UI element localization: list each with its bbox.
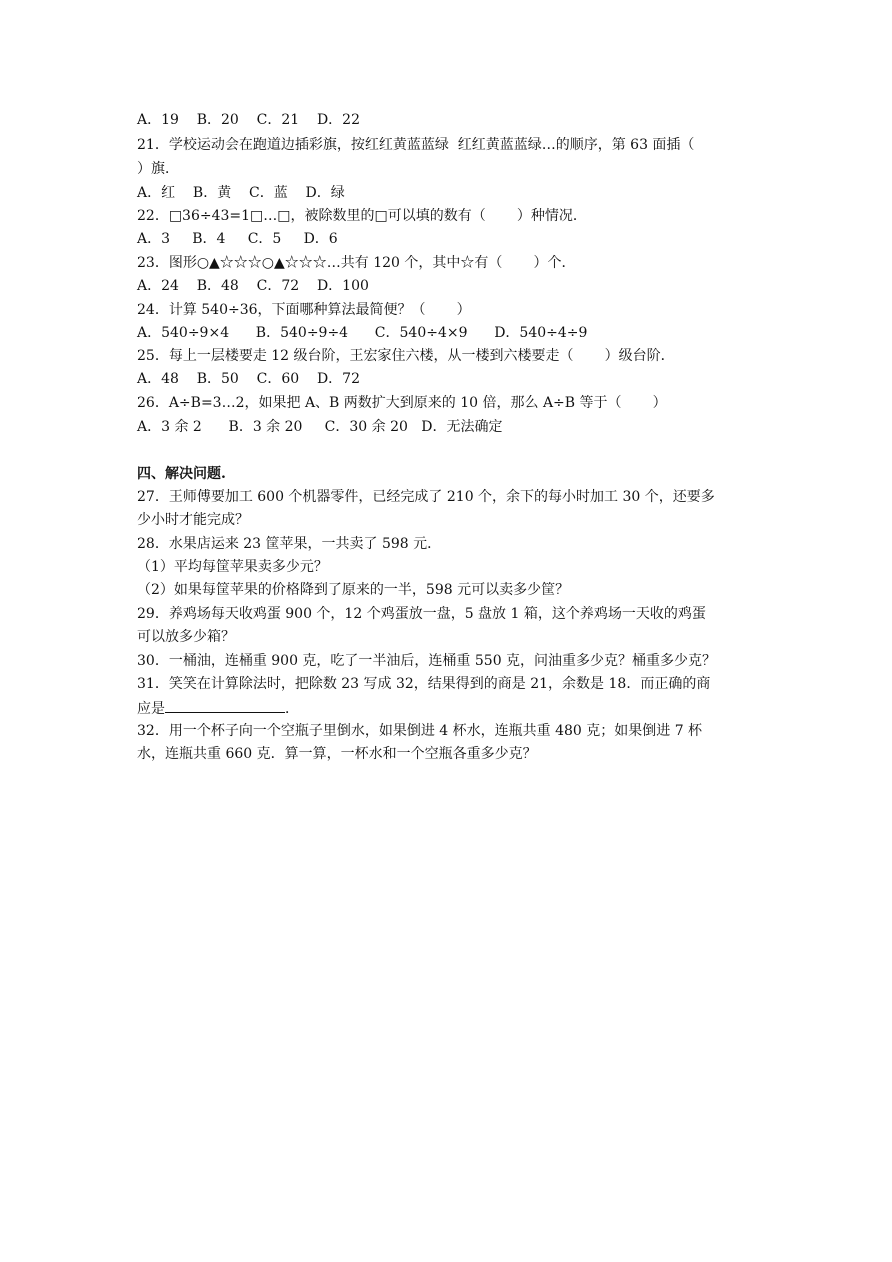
q29-line1: 29．养鸡场每天收鸡蛋 900 个，12 个鸡蛋放一盘，5 盘放 1 箱，这个养鸡场一天收的鸡蛋 (137, 606, 706, 622)
answer-blank[interactable] (165, 698, 285, 713)
q21-stem-line2: ）旗． (137, 161, 179, 177)
q26-stem: 26．A÷B=3…2，如果把 A、B 两数扩大到原来的 10 倍，那么 A÷B 等于（ ） (137, 395, 667, 411)
q20-options: A．19 B．20 C．21 D．22 (137, 112, 360, 128)
q31-line1: 31．笑笑在计算除法时，把除数 23 写成 32，结果得到的商是 21，余数是 18．而正确的商 (137, 676, 711, 692)
q28-line1: 28．水果店运来 23 筐苹果，一共卖了 598 元． (137, 536, 442, 552)
q31-suffix: ． (285, 701, 299, 717)
q30-stem: 30．一桶油，连桶重 900 克，吃了一半油后，连桶重 550 克，问油重多少克？桶重多少克？ (137, 653, 717, 669)
section-heading: 四、解决问题. (137, 466, 226, 482)
q21-stem-line1: 21．学校运动会在跑道边插彩旗，按红红黄蓝蓝绿 红红黄蓝蓝绿…的顺序，第 63 面插（ (137, 137, 695, 153)
q24-options: A．540÷9×4 B．540÷9÷4 C．540÷4×9 D．540÷4÷9 (137, 325, 588, 341)
q23-stem: 23．图形○▲☆☆☆○▲☆☆☆…共有 120 个，其中☆有（ ）个． (137, 255, 576, 271)
q22-stem: 22．□36÷43=1□…□，被除数里的□可以填的数有（ ）种情况． (137, 208, 587, 224)
q26-options: A．3 余 2 B．3 余 20 C．30 余 20 D．无法确定 (137, 419, 503, 435)
q25-options: A．48 B．50 C．60 D．72 (137, 371, 360, 387)
q24-stem: 24．计算 540÷36，下面哪种算法最简便？（ ） (137, 302, 471, 318)
q28-part2: （2）如果每筐苹果的价格降到了原来的一半，598 元可以卖多少筐？ (137, 582, 570, 598)
q32-line1: 32．用一个杯子向一个空瓶子里倒水，如果倒进 4 杯水，连瓶共重 480 克；如果倒进 7 杯 (137, 723, 703, 739)
q21-options: A．红 B．黄 C．蓝 D．绿 (137, 185, 345, 201)
q22-options: A．3 B．4 C．5 D．6 (137, 231, 338, 247)
q28-part1: （1）平均每筐苹果卖多少元？ (137, 559, 328, 575)
q32-line2: 水，连瓶共重 660 克．算一算，一杯水和一个空瓶各重多少克？ (137, 746, 537, 762)
q29-line2: 可以放多少箱？ (137, 629, 235, 645)
q31-line2 (137, 698, 299, 718)
q23-options: A．24 B．48 C．72 D．100 (137, 278, 369, 294)
q25-stem: 25．每上一层楼要走 12 级台阶，王宏家住六楼，从一楼到六楼要走（ ）级台阶． (137, 348, 675, 364)
q27-line2: 少小时才能完成？ (137, 512, 249, 528)
q31-prefix: 应是 (137, 701, 165, 717)
q27-line1: 27．王师傅要加工 600 个机器零件，已经完成了 210 个，余下的每小时加工 30 个，还要多 (137, 489, 715, 505)
